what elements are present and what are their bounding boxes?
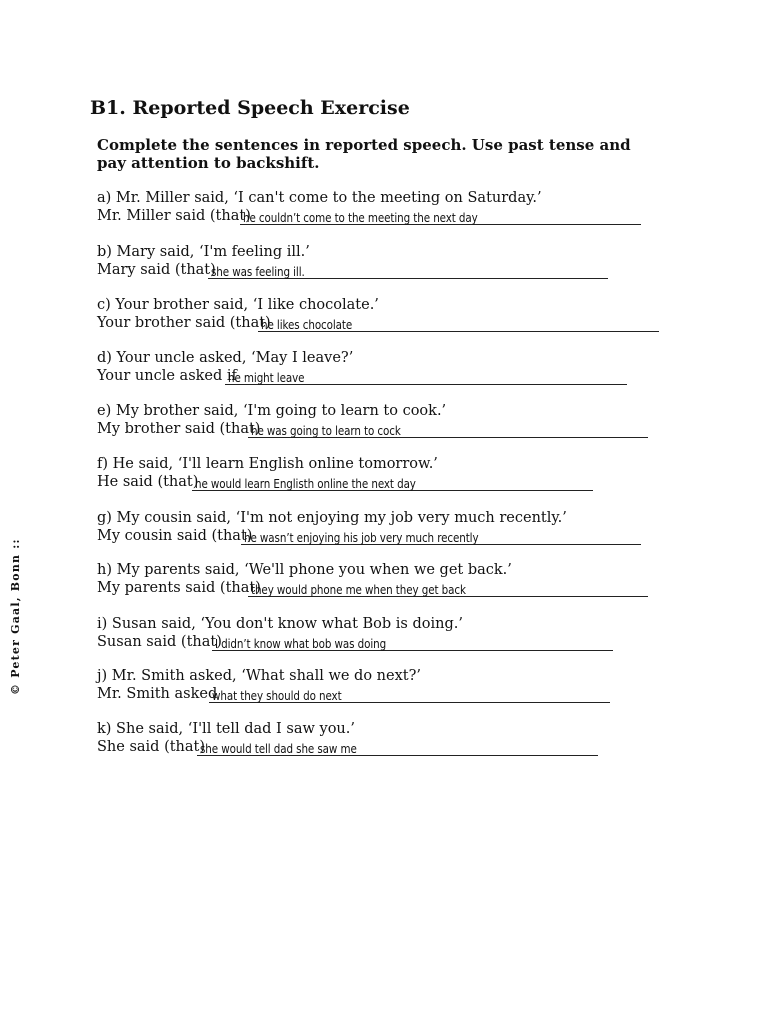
answer-prefix: He said (that) <box>97 474 199 490</box>
answer-prefix: Mr. Smith asked <box>97 686 218 702</box>
answer-line[interactable] <box>208 261 608 279</box>
exercise-item-b <box>0 243 768 283</box>
exercise-item-e <box>0 402 768 442</box>
answer-line[interactable] <box>225 367 627 385</box>
handwritten-answer: he couldn’t come to the meeting the next day <box>243 210 478 225</box>
question-text: j) Mr. Smith asked, ‘What shall we do next?’ <box>97 668 421 684</box>
exercise-item-h <box>0 561 768 601</box>
answer-line[interactable] <box>209 685 610 703</box>
answer-line[interactable] <box>240 207 641 225</box>
handwritten-answer: he would learn Englisth online the next day <box>195 476 416 491</box>
handwritten-answer: they would phone me when they get back <box>251 582 466 597</box>
answer-prefix: Your brother said (that) <box>97 315 271 331</box>
handwritten-answer: he was going to learn to cock <box>251 423 401 438</box>
question-text: b) Mary said, ‘I'm feeling ill.’ <box>97 244 310 260</box>
answer-prefix: She said (that) <box>97 739 206 755</box>
answer-prefix: Mary said (that) <box>97 262 216 278</box>
exercise-item-a <box>0 189 768 229</box>
answer-line[interactable] <box>248 579 648 597</box>
handwritten-answer: she would tell dad she saw me <box>200 741 357 756</box>
answer-line[interactable] <box>258 314 659 332</box>
answer-line[interactable] <box>248 420 648 438</box>
exercise-item-c <box>0 296 768 336</box>
exercise-item-j <box>0 667 768 707</box>
question-text: i) Susan said, ‘You don't know what Bob is doing.’ <box>97 616 463 632</box>
copyright-notice: © Peter Gaal, Bonn :: <box>9 538 22 695</box>
handwritten-answer: I didn’t know what bob was doing <box>215 636 387 651</box>
exercise-item-g <box>0 509 768 549</box>
answer-prefix: Your uncle asked if <box>97 368 237 384</box>
question-text: h) My parents said, ‘We'll phone you when we get back.’ <box>97 562 512 578</box>
answer-line[interactable] <box>197 738 598 756</box>
answer-prefix: My cousin said (that) <box>97 528 253 544</box>
worksheet-title: B1. Reported Speech Exercise <box>90 97 410 119</box>
answer-prefix: My parents said (that) <box>97 580 261 596</box>
answer-prefix: My brother said (that) <box>97 421 261 437</box>
question-text: k) She said, ‘I'll tell dad I saw you.’ <box>97 721 355 737</box>
question-text: c) Your brother said, ‘I like chocolate.’ <box>97 297 379 313</box>
answer-prefix: Mr. Miller said (that) <box>97 208 251 224</box>
exercise-item-d <box>0 349 768 389</box>
question-text: e) My brother said, ‘I'm going to learn to cook.’ <box>97 403 447 419</box>
handwritten-answer: she was feeling ill. <box>211 264 305 279</box>
answer-line[interactable] <box>241 527 641 545</box>
exercise-item-k <box>0 720 768 760</box>
instructions: Complete the sentences in reported speech. Use past tense and pay attention to backshift. <box>97 136 631 172</box>
answer-line[interactable] <box>192 473 593 491</box>
exercise-item-f <box>0 455 768 495</box>
handwritten-answer: he likes chocolate <box>261 317 353 332</box>
exercise-item-i <box>0 615 768 655</box>
handwritten-answer: what they should do next <box>212 688 342 703</box>
question-text: a) Mr. Miller said, ‘I can't come to the meeting on Saturday.’ <box>97 190 542 206</box>
answer-line[interactable] <box>212 633 613 651</box>
handwritten-answer: he might leave <box>228 370 305 385</box>
question-text: g) My cousin said, ‘I'm not enjoying my job very much recently.’ <box>97 510 567 526</box>
question-text: f) He said, ‘I'll learn English online tomorrow.’ <box>97 456 438 472</box>
handwritten-answer: he wasn’t enjoying his job very much recently <box>244 530 479 545</box>
answer-prefix: Susan said (that) <box>97 634 222 650</box>
question-text: d) Your uncle asked, ‘May I leave?’ <box>97 350 354 366</box>
